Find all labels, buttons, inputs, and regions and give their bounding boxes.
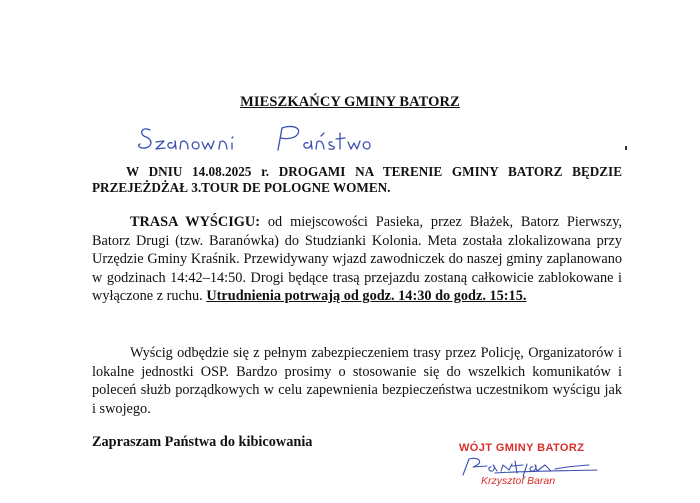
safety-paragraph: Wyścig odbędzie się z pełnym zabezpieczeniem trasy przez Policję, Organizatorów i lokalne jednostki OSP. Bardzo prosimy o stosowanie się do wszelkich komunikatów i poleceń służb porządkowych w celu zapewnienia bezpieczeństwa uczestnikom wyścigu jak i swojego. — [92, 345, 622, 417]
stamp-title: WÓJT GMINY BATORZ — [459, 442, 585, 454]
stamp-name: Krzysztof Baran — [481, 475, 556, 487]
route-paragraph — [92, 213, 622, 306]
handwritten-greeting — [136, 120, 376, 156]
announcement-headline: W DNIU 14.08.2025 r. DROGAMI NA TERENIE GMINY BATORZ BĘDZIE PRZEJEŻDŻAŁ 3.TOUR DE POLOGNE WOMEN. — [92, 164, 622, 195]
disruption-notice: Utrudnienia potrwają od godz. 14:30 do godz. 15:15. — [206, 288, 527, 305]
official-stamp — [455, 436, 605, 496]
document-title: MIESZKAŃCY GMINY BATORZ — [240, 94, 460, 110]
route-description: od miejscowości Pasieka, przez Błażek, Batorz Pierwszy, Batorz Drugi (tzw. Baranówka) do Studzianki Kolonia. Meta została zlokalizowana przy Urzędzie Gminy Kraśnik. Przewidywany wjazd zawodniczek do naszej gminy zaplanowano w godzinach 14:42–14:50. Drogi będące trasą przejazdu zostaną całkowicie zablokowane i wyłączone z ruchu. — [92, 214, 622, 305]
closing-line: Zapraszam Państwa do kibicowania — [92, 434, 313, 450]
route-label: TRASA WYŚCIGU: — [130, 214, 260, 230]
margin-mark — [625, 146, 627, 150]
handwritten-greeting-graphic — [136, 120, 376, 156]
